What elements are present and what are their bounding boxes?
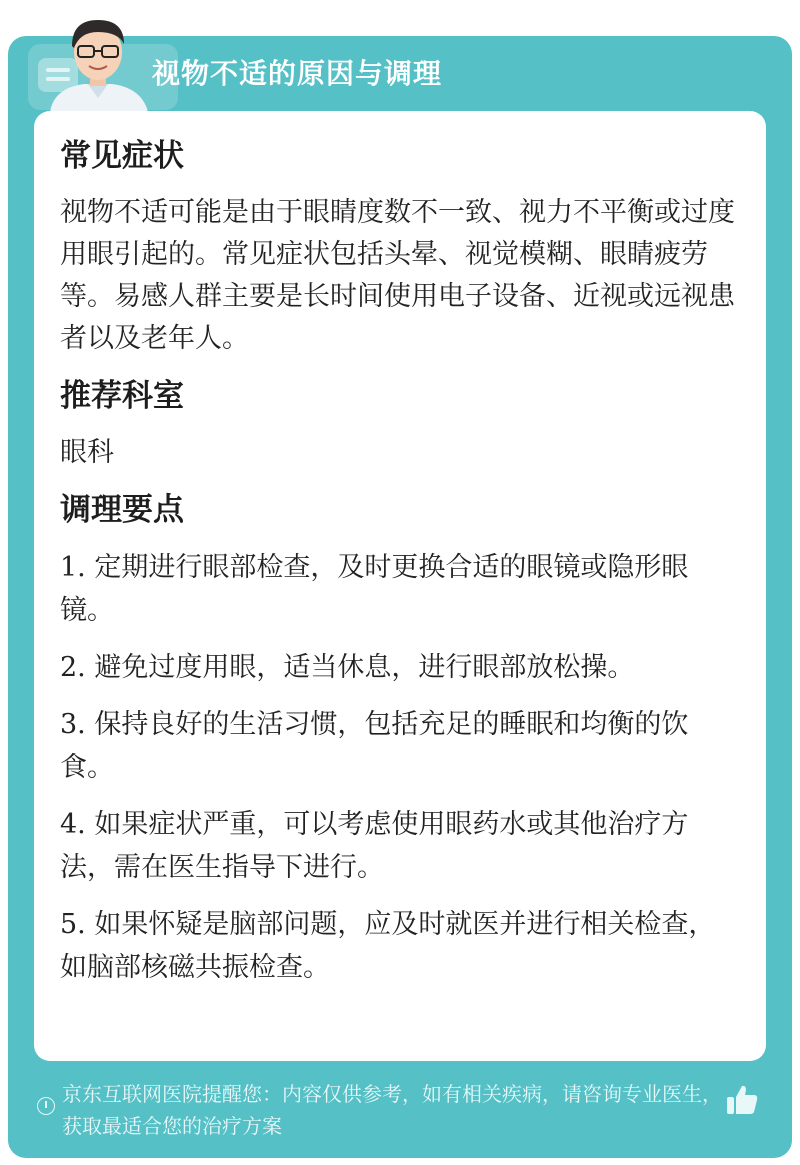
list-item	[60, 646, 740, 689]
info-icon	[37, 1097, 55, 1115]
list-item	[60, 903, 740, 989]
section-text: 视物不适可能是由于眼睛度数不一致、视力不平衡或过度用眼引起的。常见症状包括头晕、视觉模糊、眼睛疲劳等。易感人群主要是长时间使用电子设备、近视或远视患者以及老年人。	[60, 197, 735, 354]
list-text: 定期进行眼部检查，及时更换合适的眼镜或隐形眼镜。	[60, 552, 689, 626]
page-title: 视物不适的原因与调理	[152, 57, 443, 90]
list-number: 4.	[60, 809, 86, 840]
section-heading: 常见症状	[60, 138, 184, 174]
list-item	[60, 546, 740, 632]
section-text: 眼科	[60, 437, 114, 468]
content-body	[60, 128, 740, 1003]
list-number: 2.	[60, 652, 86, 683]
section-heading: 调理要点	[60, 492, 184, 528]
thumbs-up-icon[interactable]	[724, 1082, 760, 1118]
list-text: 如果症状严重，可以考虑使用眼药水或其他治疗方法，需在医生指导下进行。	[60, 809, 689, 883]
list-item	[60, 803, 740, 889]
footer-disclaimer: 京东互联网医院提醒您：内容仅供参考，如有相关疾病，请咨询专业医生，获取最适合您的治疗方案	[62, 1082, 722, 1138]
doctor-avatar-icon	[44, 8, 152, 112]
list-number: 3.	[60, 709, 86, 740]
list-number: 5.	[60, 909, 86, 940]
list-text: 避免过度用眼，适当休息，进行眼部放松操。	[94, 652, 635, 683]
section-heading: 推荐科室	[60, 378, 184, 414]
list-text: 如果怀疑是脑部问题，应及时就医并进行相关检查，如脑部核磁共振检查。	[60, 909, 716, 983]
list-item	[60, 703, 740, 789]
list-text: 保持良好的生活习惯，包括充足的睡眠和均衡的饮食。	[60, 709, 689, 783]
list-number: 1.	[60, 552, 86, 583]
